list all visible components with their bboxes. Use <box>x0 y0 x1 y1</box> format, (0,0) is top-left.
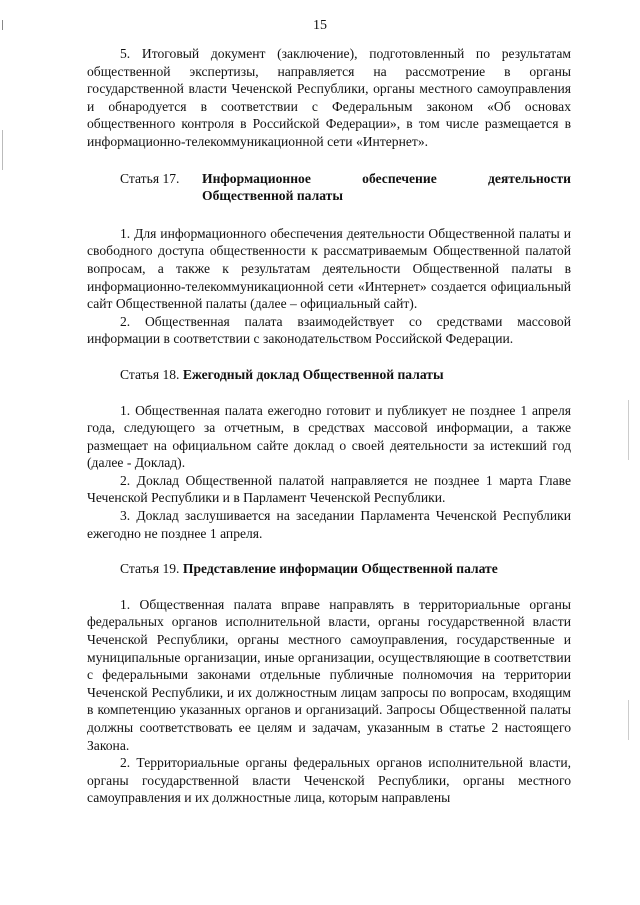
document-body <box>87 45 571 807</box>
scan-edge-mark <box>628 700 629 740</box>
paragraph-5: 5. Итоговый документ (заключение), подготовленный по результатам общественной экспертизы, направляется на рассмотрение в органы государственной власти Чеченской Республики, органы местного самоуправления и обнародуется в соответствии с Федеральным законом «Об основах общественного контроля в Российской Федерации», в том числе размещается в информационно-телекоммуникационной сети «Интернет». <box>87 46 571 149</box>
article-17-title-line-1: Информационное обеспечение деятельности <box>202 170 571 186</box>
article-17-heading <box>87 170 571 205</box>
article-19-label: Статья 19. <box>120 561 180 577</box>
scan-edge-mark <box>628 400 629 460</box>
article-18-paragraph-1: 1. Общественная палата ежегодно готовит и публикует не позднее 1 апреля года, следующего за отчетным, в средствах массовой информации, а также размещает на официальном сайте доклад о своей деятельности за истекший год (далее - Доклад). <box>87 402 571 471</box>
article-19-heading <box>87 560 571 578</box>
article-17-label: Статья 17. <box>120 170 180 186</box>
scan-edge-mark <box>2 20 3 30</box>
article-19-paragraph-2: 2. Территориальные органы федеральных органов исполнительной власти, органы государственной власти Чеченской Республики, органы местного самоуправления и их должностные лица, которым направлены <box>87 755 571 806</box>
article-18-paragraph-2: 2. Доклад Общественной палатой направляется не позднее 1 марта Главе Чеченской Республики и в Парламент Чеченской Республики. <box>87 472 571 506</box>
article-18-paragraph-3: 3. Доклад заслушивается на заседании Парламента Чеченской Республики ежегодно не позднее 1 апреля. <box>87 508 571 541</box>
article-17-paragraph-1: 1. Для информационного обеспечения деятельности Общественной палаты и свободного доступа общественности к рассматриваемым Общественной палатой вопросам, а также к результатам деятельности Общественной палаты в информационно-телекоммуникационной сети «Интернет» создается официальный сайт Общественной палаты (далее – официальный сайт). <box>87 225 571 312</box>
article-18-title: Ежегодный доклад Общественной палаты <box>182 366 444 382</box>
article-17-paragraph-2: 2. Общественная палата взаимодействует со средствами массовой информации в соответствии с законодательством Российской Федерации. <box>87 313 571 347</box>
article-18-heading <box>87 366 571 384</box>
article-18-label: Статья 18. <box>120 366 180 382</box>
article-19-paragraph-1: 1. Общественная палата вправе направлять в территориальные органы федеральных органов исполнительной власти, органы государственной власти Чеченской Республики, органы местного самоуправления, государственные и муниципальные организации, иные организации, осуществляющие в соответствии с федеральными законами отдельные публичные полномочия на территории Чеченской Республики, и их должностным лицам запросы по вопросам, входящим в компетенцию указанных органов и организаций. Запросы Общественной палаты должны соответствовать ее целям и задачам, указанным в статье 2 настоящего Закона. <box>87 596 571 753</box>
article-17-title-line-2: Общественной палаты <box>202 188 343 204</box>
page-number: 15 <box>313 18 327 33</box>
article-17-title <box>202 170 571 205</box>
article-19-title: Представление информации Общественной палате <box>182 561 498 577</box>
scan-edge-mark <box>2 130 3 170</box>
